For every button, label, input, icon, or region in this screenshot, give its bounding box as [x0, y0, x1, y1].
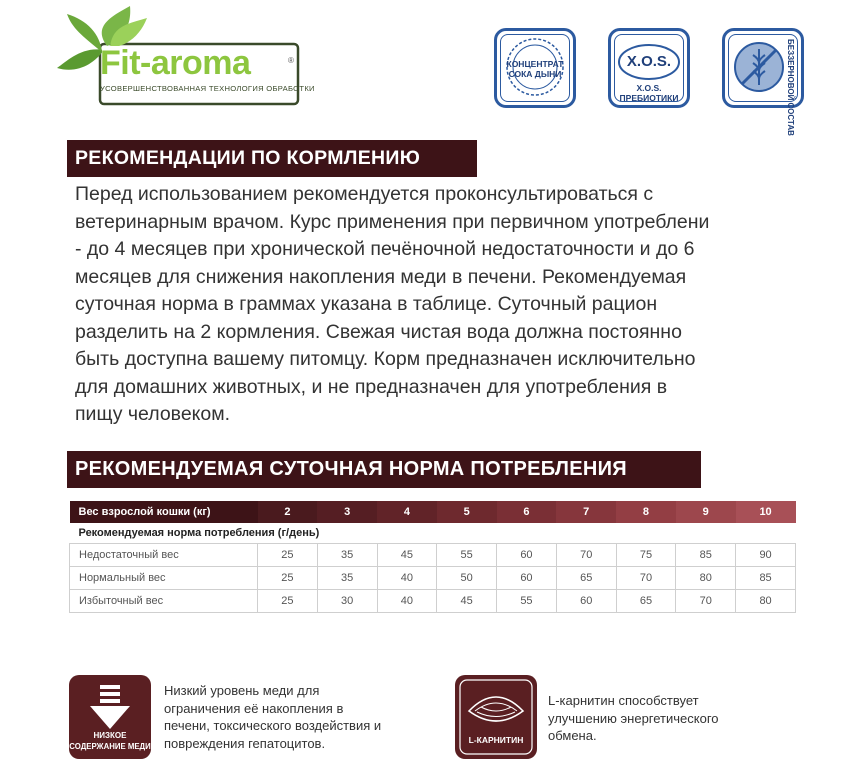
- table-row: [70, 544, 796, 567]
- badge-grain-free-text: БЕЗЗЕРНОВОЙ СОСТАВ: [786, 39, 795, 136]
- table-cell: 40: [377, 567, 437, 590]
- row-label: Недостаточный вес: [70, 544, 258, 567]
- feeding-line: быть доступна вашему питомцу. Корм предназначен исключительно: [75, 348, 696, 370]
- table-cell: 70: [676, 590, 736, 613]
- muscle-icon: [455, 675, 537, 759]
- table-cell: 60: [497, 567, 557, 590]
- feeding-header-text: РЕКОМЕНДАЦИИ ПО КОРМЛЕНИЮ: [75, 147, 421, 169]
- table-cell: 50: [437, 567, 497, 590]
- weight-cell: 4: [377, 501, 437, 523]
- feeding-text: [75, 181, 815, 429]
- table-cell: 70: [556, 544, 616, 567]
- registered-mark: ®: [288, 56, 294, 65]
- table-cell: 30: [317, 590, 377, 613]
- low-copper-line: ограничения её накопления в: [164, 700, 344, 716]
- table-row: [70, 567, 796, 590]
- weight-cell: 9: [676, 501, 736, 523]
- logo-wordmark: Fit-aroma: [100, 44, 251, 82]
- table-cell: 25: [258, 590, 318, 613]
- table-cell: 85: [676, 544, 736, 567]
- table-cell: 25: [258, 544, 318, 567]
- feeding-line: разделить на 2 кормления. Свежая чистая вода должна постоянно: [75, 320, 682, 343]
- low-copper-badge: [69, 675, 151, 759]
- badge-melon-line1: КОНЦЕНТРАТ: [506, 59, 564, 69]
- low-copper-label-2: СОДЕРЖАНИЕ МЕДИ: [69, 742, 151, 751]
- l-carnitine-line: L-карнитин способствует: [548, 693, 699, 708]
- feeding-table: [69, 501, 796, 613]
- low-copper-label-1: НИЗКОЕ: [93, 731, 127, 740]
- table-subheader-row: [70, 523, 796, 544]
- table-cell: 80: [676, 567, 736, 590]
- feeding-line: для домашних животных, и не предназначен для употребления в: [75, 375, 668, 398]
- low-copper-line: печени, токсического воздействия и: [164, 718, 382, 733]
- weight-cell: 10: [736, 501, 796, 523]
- low-copper-line: повреждения гепатоцитов.: [164, 735, 326, 751]
- badge-xos-line1: X.O.S.: [636, 83, 662, 93]
- badge-xos-title: X.O.S.: [626, 53, 672, 70]
- weight-cell: 2: [258, 501, 318, 523]
- weight-cell: 5: [437, 501, 497, 523]
- logo-tagline: УСОВЕРШЕНСТВОВАННАЯ ТЕХНОЛОГИЯ ОБРАБОТКИ: [100, 84, 315, 93]
- table-cell: 80: [736, 590, 796, 613]
- badge-melon-juice: [494, 28, 576, 108]
- norm-header: [67, 451, 701, 488]
- table-cell: 60: [556, 590, 616, 613]
- badge-grain-free: [722, 28, 804, 136]
- l-carnitine-label: L-КАРНИТИН: [468, 735, 524, 745]
- norm-sub-header: Рекомендуемая норма потребления (г/день): [78, 527, 320, 539]
- low-copper-text: [164, 682, 444, 752]
- table-cell: 25: [258, 567, 318, 590]
- table-cell: 60: [497, 544, 557, 567]
- weight-cell: 3: [317, 501, 377, 523]
- l-carnitine-text: [548, 692, 788, 745]
- feeding-line: Перед использованием рекомендуется проконсультироваться с: [75, 183, 654, 205]
- feeding-line: пищу человеком.: [75, 403, 231, 425]
- table-cell: 85: [736, 567, 796, 590]
- weight-col-header: Вес взрослой кошки (кг): [70, 501, 258, 523]
- badge-xos: [608, 28, 690, 108]
- table-cell: 90: [736, 544, 796, 567]
- table-cell: 45: [437, 590, 497, 613]
- table-cell: 35: [317, 567, 377, 590]
- norm-header-text: РЕКОМЕНДУЕМАЯ СУТОЧНАЯ НОРМА ПОТРЕБЛЕНИЯ: [75, 458, 627, 480]
- table-cell: 45: [377, 544, 437, 567]
- weight-cell: 8: [616, 501, 676, 523]
- row-label: Нормальный вес: [70, 567, 258, 590]
- l-carnitine-line: обмена.: [548, 728, 597, 743]
- badge-xos-line2: ПРЕБИОТИКИ: [619, 93, 679, 103]
- row-label: Избыточный вес: [70, 590, 258, 613]
- feeding-line: суточная норма в граммах указана в таблице. Суточный рацион: [75, 293, 658, 315]
- table-cell: 65: [556, 567, 616, 590]
- table-cell: 55: [437, 544, 497, 567]
- badge-melon-line2: СОКА ДЫНИ: [508, 69, 562, 79]
- table-row: [70, 590, 796, 613]
- feeding-header: [67, 140, 477, 177]
- table-cell: 35: [317, 544, 377, 567]
- feeding-line: - до 4 месяцев при хронической печёночной недостаточности и до 6: [75, 238, 695, 260]
- table-cell: 70: [616, 567, 676, 590]
- weight-cell: 6: [497, 501, 557, 523]
- table-cell: 75: [616, 544, 676, 567]
- weight-cell: 7: [556, 501, 616, 523]
- table-header-row: [70, 501, 796, 523]
- feeding-line: месяцев для снижения накопления меди в печени. Рекомендуемая: [75, 265, 687, 288]
- table-cell: 40: [377, 590, 437, 613]
- feeding-line: ветеринарным врачом. Курс применения при первичном употреблени: [75, 210, 710, 233]
- table-cell: 65: [616, 590, 676, 613]
- l-carnitine-badge: [455, 675, 537, 759]
- table-cell: 55: [497, 590, 557, 613]
- l-carnitine-line: улучшению энергетического: [548, 710, 719, 726]
- low-copper-line: Низкий уровень меди для: [164, 683, 320, 698]
